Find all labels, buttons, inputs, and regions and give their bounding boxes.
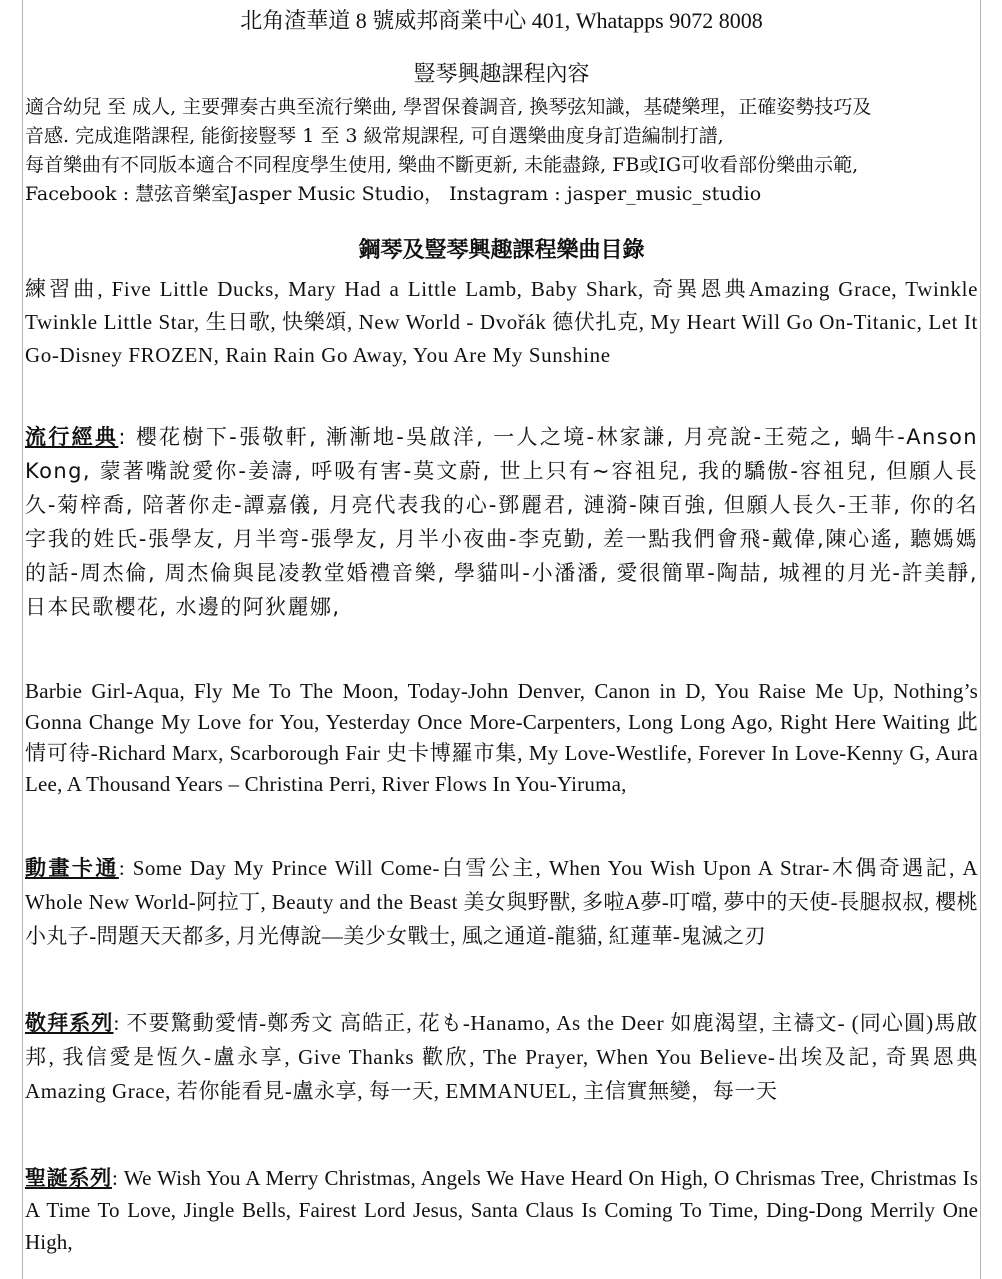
left-margin-rule <box>22 0 23 1279</box>
worship-section <box>25 1006 978 1108</box>
right-margin-rule <box>980 0 981 1279</box>
christmas-section <box>25 1162 978 1258</box>
anime-list: : Some Day My Prince Will Come-白雪公主, When You Wish Upon A Strar-木偶奇遇記, A Whole New World-阿拉丁, Beauty and the Beast 美女與野獸, 多啦A夢-叮噹, 夢中的天使-長腿叔叔, 櫻桃小丸子-問題天天都多, 月光傳說—美少女戰士, 風之通道-龍貓, 紅蓮華-鬼滅之刃 <box>25 856 979 948</box>
course-line-2: 音感. 完成進階課程, 能銜接豎琴 1 至 3 級常規課程, 可自選樂曲度身訂造編制打譜, <box>25 125 724 147</box>
studio-address: 北角渣華道 8 號威邦商業中心 401, Whatapps 9072 8008 <box>240 8 763 33</box>
worship-list: : 不要驚動愛情-鄭秀文 高皓正, 花も-Hanamo, As the Deer 如鹿渴望, 主禱文- (同心圓)馬啟邦, 我信愛是恆久-盧永享, Give Thanks 歡欣, The Prayer, When You Believe-出埃及記, 奇異恩典 Amazing Grace, 若你能看見-盧永享, 每一天, EMMANUEL, 主信實無變，每一天 <box>25 1011 978 1103</box>
pop-classics-section <box>25 420 978 624</box>
worship-label: 敬拜系列 <box>25 1011 114 1035</box>
christmas-label: 聖誕系列 <box>25 1166 112 1190</box>
repertoire-heading: 鋼琴及豎琴興趣課程樂曲目錄 <box>358 238 645 263</box>
christmas-list: : We Wish You A Merry Christmas, Angels We Have Heard On High, O Chrismas Tree, Christmas Is A Time To Love, Jingle Bells, Fairest Lord Jesus, Santa Claus Is Coming To Time, Ding-Dong Merrily One High, <box>25 1166 979 1254</box>
course-line-3: 每首樂曲有不同版本適合不同程度學生使用, 樂曲不斷更新, 未能盡錄, FB或IG可收看部份樂曲示範, <box>25 154 859 176</box>
anime-section <box>25 851 978 953</box>
pop-classics-list: : 櫻花樹下-張敬軒, 漸漸地-吳啟洋, 一人之境-林家謙, 月亮說-王菀之, 蝸牛-Anson Kong, 蒙著嘴說愛你-姜濤, 呼吸有害-莫文蔚, 世上只有~容祖兒, 我的驕傲-容祖兒, 但願人長久-菊梓喬, 陪著你走-譚嘉儀, 月亮代表我的心-鄧麗君, 漣漪-陳百強, 但願人長久-王菲, 你的名字我的姓氏-張學友, 月半弯-張學友, 月半小夜曲-李克勤, 差一點我們會飛-戴偉,陳心遙, 聽媽媽的話-周杰倫, 周杰倫與昆凌教堂婚禮音樂, 學貓叫-小潘潘, 愛很簡單-陶喆, 城裡的月光-許美靜, 日本民歌櫻花, 水邊的阿狄麗娜, <box>25 425 978 619</box>
western-songs-list: Barbie Girl-Aqua, Fly Me To The Moon, Today-John Denver, Canon in D, You Raise Me Up, Nothing’s Gonna Change My Love for You, Yesterday Once More-Carpenters, Long Long Ago, Right Here Waiting 此情可待-Richard Marx, Scarborough Fair 史卡博羅市集, My Love-Westlife, Forever In Love-Kenny G, Aura Lee, A Thousand Years – Christina Perri, River Flows In You-Yiruma, <box>25 679 978 796</box>
course-description <box>25 93 978 209</box>
general-repertoire: 練習曲, Five Little Ducks, Mary Had a Little Lamb, Baby Shark, 奇異恩典Amazing Grace, Twinkle Twinkle Little Star, 生日歌, 快樂頌, New World - Dvořák 德伏扎克, My Heart Will Go On-Titanic, Let It Go-Disney FROZEN, Rain Rain Go Away, You Are My Sunshine <box>25 277 978 367</box>
anime-label: 動畫卡通 <box>25 856 119 880</box>
pop-classics-label: 流行經典 <box>25 425 119 449</box>
course-line-4: Facebook : 慧弦音樂室Jasper Music Studio， Instagram : jasper_music_studio <box>25 183 762 205</box>
course-heading: 豎琴興趣課程內容 <box>413 62 590 87</box>
course-line-1: 適合幼兒 至 成人, 主要彈奏古典至流行樂曲, 學習保養調音, 換琴弦知識，基礎樂理，正確姿勢技巧及 <box>25 96 872 118</box>
